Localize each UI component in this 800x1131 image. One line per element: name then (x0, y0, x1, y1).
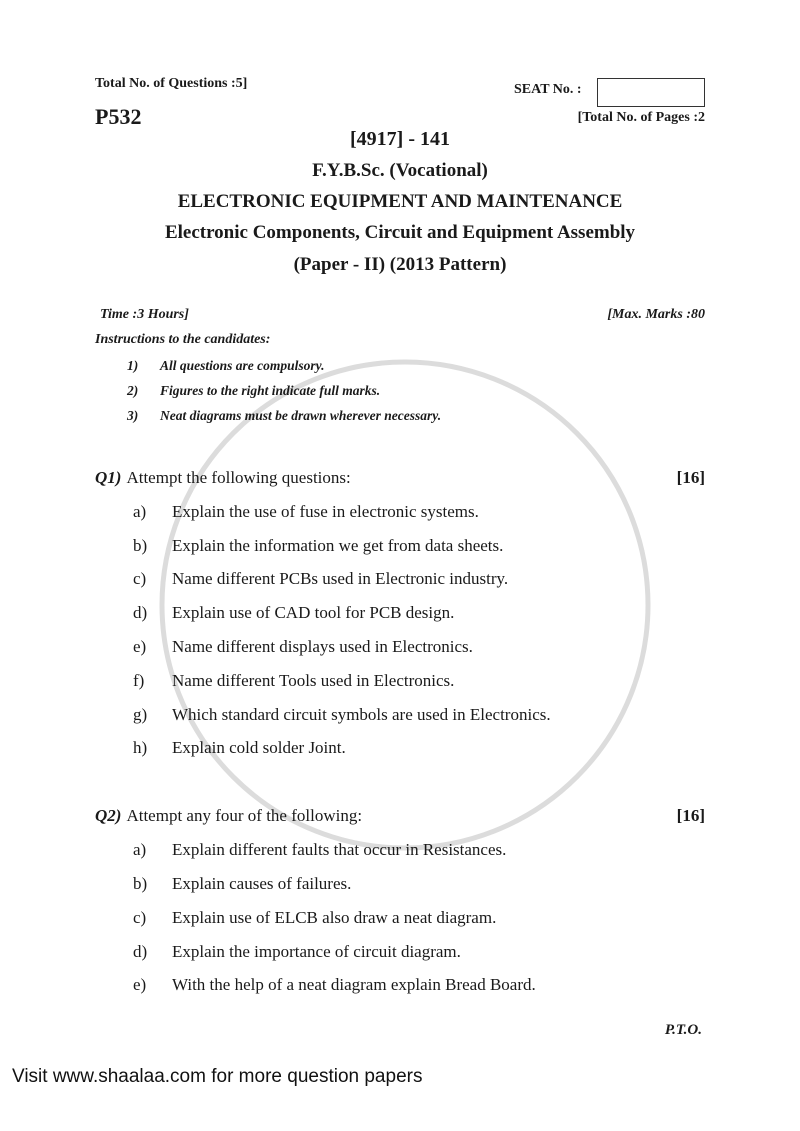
pto-label: P.T.O. (664, 1022, 702, 1038)
item-letter: d) (133, 942, 148, 961)
question-item (133, 704, 551, 726)
question-item (133, 907, 496, 929)
total-questions: Total No. of Questions :5] (95, 76, 248, 91)
item-letter: c) (133, 569, 147, 588)
max-marks: [Max. Marks :80 (607, 307, 705, 322)
instruction-text: Neat diagrams must be drawn wherever necessary. (160, 408, 442, 423)
item-letter: e) (133, 637, 147, 656)
item-letter: a) (133, 502, 147, 521)
item-letter: h) (133, 738, 148, 757)
instruction-number: 1) (127, 358, 139, 373)
item-text: With the help of a neat diagram explain Bread Board. (172, 975, 536, 994)
instruction-text: All questions are compulsory. (160, 358, 325, 373)
subject-title: ELECTRONIC EQUIPMENT AND MAINTENANCE (177, 191, 623, 212)
question-label: Q1) (95, 468, 122, 487)
question-item (133, 501, 479, 523)
item-text: Name different PCBs used in Electronic industry. (172, 569, 509, 588)
item-text: Explain the importance of circuit diagram. (172, 942, 461, 961)
item-letter: g) (133, 705, 148, 724)
question-2-marks: [16] (676, 806, 705, 825)
question-item (133, 670, 454, 692)
item-letter: e) (133, 975, 147, 994)
question-item (133, 873, 351, 895)
item-text: Explain causes of failures. (172, 874, 352, 893)
item-letter: d) (133, 603, 148, 622)
question-1-heading (95, 467, 351, 489)
exam-code: [4917] - 141 (350, 128, 450, 150)
instruction-item (127, 405, 441, 427)
seat-label: SEAT No. : (514, 82, 582, 97)
item-letter: a) (133, 840, 147, 859)
item-text: Explain cold solder Joint. (172, 738, 346, 757)
item-text: Name different displays used in Electronics. (172, 637, 473, 656)
question-text: Attempt the following questions: (126, 468, 351, 487)
footer-link-text: Visit www.shaalaa.com for more question papers (12, 1066, 423, 1087)
question-2-heading (95, 805, 362, 827)
question-item (133, 839, 506, 861)
question-item (133, 941, 461, 963)
time-label: Time :3 Hours] (100, 307, 189, 322)
instruction-number: 3) (127, 408, 139, 423)
paper-code: P532 (95, 104, 142, 129)
item-text: Explain use of CAD tool for PCB design. (172, 603, 455, 622)
item-text: Explain the use of fuse in electronic systems. (172, 502, 479, 521)
question-text: Attempt any four of the following: (126, 806, 363, 825)
total-pages: [Total No. of Pages :2 (577, 110, 705, 125)
paper-title: Electronic Components, Circuit and Equipment Assembly (164, 222, 636, 243)
instruction-text: Figures to the right indicate full marks. (160, 383, 381, 398)
paper-info: (Paper - II) (2013 Pattern) (293, 254, 507, 275)
instruction-item (127, 355, 325, 377)
item-text: Explain different faults that occur in Resistances. (172, 840, 507, 859)
question-item (133, 535, 503, 557)
question-item (133, 568, 508, 590)
instructions-heading: Instructions to the candidates: (95, 332, 271, 347)
item-letter: c) (133, 908, 147, 927)
question-item (133, 737, 346, 759)
item-text: Name different Tools used in Electronics. (172, 671, 455, 690)
instruction-number: 2) (127, 383, 139, 398)
item-letter: b) (133, 536, 148, 555)
instruction-item (127, 380, 380, 402)
question-1-marks: [16] (676, 468, 705, 487)
item-text: Explain the information we get from data sheets. (172, 536, 504, 555)
question-label: Q2) (95, 806, 122, 825)
question-item (133, 636, 473, 658)
item-letter: f) (133, 671, 145, 690)
item-text: Which standard circuit symbols are used in Electronics. (172, 705, 551, 724)
item-letter: b) (133, 874, 148, 893)
seat-number-box (597, 78, 705, 107)
course-title: F.Y.B.Sc. (Vocational) (312, 160, 488, 181)
question-item (133, 974, 536, 996)
question-item (133, 602, 454, 624)
item-text: Explain use of ELCB also draw a neat diagram. (172, 908, 497, 927)
